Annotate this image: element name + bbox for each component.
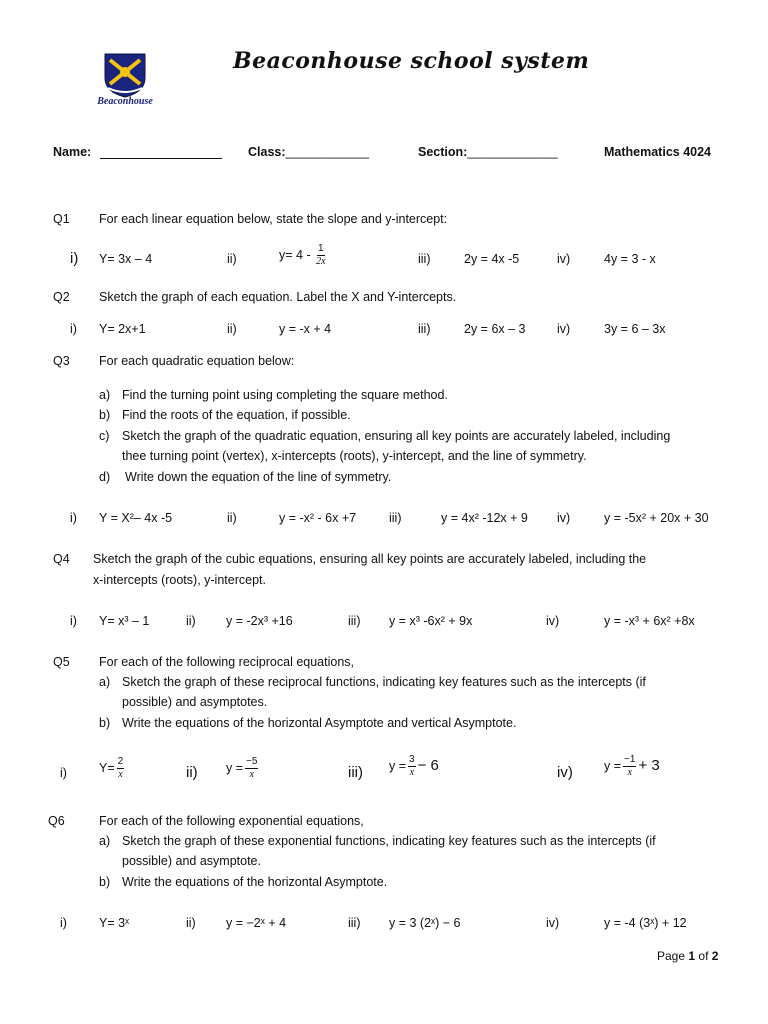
q5-item-label: i) bbox=[60, 766, 67, 780]
q5-item-label: ii) bbox=[186, 764, 198, 781]
q2-item-eq: 3y = 6 – 3x bbox=[604, 322, 666, 336]
q6-prompt: For each of the following exponential equations, bbox=[99, 814, 364, 828]
q5-item-eq: y = $\frac{-5}{x}$ bbox=[226, 756, 258, 780]
q6-part-text-cont: possible) and asymptote. bbox=[122, 854, 261, 868]
q2-item-label: i) bbox=[70, 322, 77, 336]
q6-part-text: Sketch the graph of these exponential functions, indicating key features such as the intercepts (if bbox=[122, 834, 656, 848]
q6-item-eq: y = −2ˣ + 4 bbox=[226, 916, 287, 930]
q3-part-text-cont: thee turning point (vertex), x-intercepts (roots), y-intercept, and the line of symmetry. bbox=[122, 449, 587, 463]
q2-item-eq: 2y = 6x – 3 bbox=[464, 322, 526, 336]
q5-prompt: For each of the following reciprocal equations, bbox=[99, 655, 355, 669]
q5-number: Q5 bbox=[53, 655, 70, 669]
q4-item-eq: y = -2x³ +16 bbox=[226, 614, 293, 628]
q5-item-eq: y = $\frac{3}{x}$ − 6 bbox=[389, 754, 439, 778]
q3-prompt: For each quadratic equation below: bbox=[99, 354, 295, 368]
class-label: Class:____________ bbox=[248, 145, 369, 159]
fraction: $\frac{3}{x}$ bbox=[409, 754, 415, 778]
q4-number: Q4 bbox=[53, 552, 70, 566]
q1-item-eq: y= 4 - $\frac{1}{2x}$ bbox=[279, 243, 326, 267]
fraction: $\frac{2}{x}$ bbox=[117, 756, 124, 780]
q6-item-label: ii) bbox=[186, 916, 196, 930]
q2-number: Q2 bbox=[53, 290, 70, 304]
q1-item-eq: 4y = 3 - x bbox=[604, 252, 656, 266]
q1-number: Q1 bbox=[53, 212, 70, 226]
fraction: $\frac{1}{2x}$ bbox=[316, 243, 326, 267]
q2-item-eq: Y= 2x+1 bbox=[99, 322, 146, 336]
q3-part-text: Write down the equation of the line of symmetry. bbox=[125, 470, 392, 484]
q6-item-eq: Y= 3ˣ bbox=[99, 916, 130, 930]
q3-part-text: Sketch the graph of the quadratic equation, ensuring all key points are accurately labeled, including bbox=[122, 429, 671, 443]
q1-prompt: For each linear equation below, state the slope and y-intercept: bbox=[99, 212, 448, 226]
logo-text: Beaconhouse bbox=[97, 96, 153, 107]
q1-item-label: ii) bbox=[227, 252, 237, 266]
section-label: Section:_____________ bbox=[418, 145, 558, 159]
q4-item-label: ii) bbox=[186, 614, 196, 628]
q3-part-label: b) bbox=[99, 408, 111, 422]
q3-item-eq: y = -5x² + 20x + 30 bbox=[604, 511, 709, 525]
q6-item-label: i) bbox=[60, 916, 67, 930]
q2-prompt: Sketch the graph of each equation. Label the X and Y-intercepts. bbox=[99, 290, 457, 304]
q6-item-eq: y = -4 (3ˣ) + 12 bbox=[604, 916, 687, 930]
q3-item-label: iv) bbox=[557, 511, 571, 525]
name-label: Name: bbox=[53, 145, 92, 159]
q2-item-label: ii) bbox=[227, 322, 237, 336]
q5-item-label: iii) bbox=[348, 764, 363, 781]
q5-item-eq: Y= $\frac{2}{x}$ bbox=[99, 756, 124, 780]
fraction: $\frac{-5}{x}$ bbox=[246, 756, 258, 780]
q3-item-label: iii) bbox=[389, 511, 402, 525]
q3-number: Q3 bbox=[53, 354, 70, 368]
q4-item-eq: y = x³ -6x² + 9x bbox=[389, 614, 473, 628]
q4-prompt: Sketch the graph of the cubic equations, ensuring all key points are accurately labeled, including the bbox=[93, 552, 647, 566]
q1-item-label: iv) bbox=[557, 252, 571, 266]
q6-part-text: Write the equations of the horizontal Asymptote. bbox=[122, 875, 388, 889]
q5-part-text: Write the equations of the horizontal Asymptote and vertical Asymptote. bbox=[122, 716, 517, 730]
q3-part-label: a) bbox=[99, 388, 111, 402]
q3-part-text: Find the roots of the equation, if possible. bbox=[122, 408, 351, 422]
q6-part-label: b) bbox=[99, 875, 111, 889]
fraction: $\frac{-1}{x}$ bbox=[624, 754, 636, 778]
q4-prompt-cont: x-intercepts (roots), y-intercept. bbox=[93, 573, 266, 587]
q5-part-text-cont: possible) and asymptotes. bbox=[122, 695, 268, 709]
q4-item-label: iv) bbox=[546, 614, 560, 628]
q5-item-eq: y = $\frac{-1}{x}$ + 3 bbox=[604, 754, 660, 778]
q4-item-eq: Y= x³ – 1 bbox=[99, 614, 150, 628]
name-blank[interactable] bbox=[100, 158, 222, 159]
q3-item-eq: Y = X²– 4x -5 bbox=[99, 511, 173, 525]
crest-icon bbox=[92, 52, 158, 98]
q1-item-label: iii) bbox=[418, 252, 431, 266]
q2-item-eq: y = -x + 4 bbox=[279, 322, 332, 336]
q6-item-label: iv) bbox=[546, 916, 560, 930]
page-number: Page 1 of 2 bbox=[657, 949, 719, 963]
school-title: Beaconhouse school system bbox=[233, 48, 590, 74]
q3-item-label: ii) bbox=[227, 511, 237, 525]
q3-part-label: d) bbox=[99, 470, 111, 484]
q5-part-text: Sketch the graph of these reciprocal functions, indicating key features such as the intercepts (if bbox=[122, 675, 646, 689]
q6-part-label: a) bbox=[99, 834, 111, 848]
q3-item-eq: y = 4x² -12x + 9 bbox=[441, 511, 528, 525]
q2-item-label: iii) bbox=[418, 322, 431, 336]
q3-part-label: c) bbox=[99, 429, 110, 443]
q3-item-label: i) bbox=[70, 511, 77, 525]
q1-item-eq: 2y = 4x -5 bbox=[464, 252, 520, 266]
q2-item-label: iv) bbox=[557, 322, 571, 336]
q3-part-text: Find the turning point using completing the square method. bbox=[122, 388, 448, 402]
q5-item-label: iv) bbox=[557, 764, 573, 781]
q6-number: Q6 bbox=[48, 814, 65, 828]
q4-item-label: i) bbox=[70, 614, 77, 628]
q1-item-label: i) bbox=[70, 250, 79, 267]
q5-part-label: a) bbox=[99, 675, 111, 689]
q6-item-label: iii) bbox=[348, 916, 361, 930]
q6-item-eq: y = 3 (2ˣ) − 6 bbox=[389, 916, 461, 930]
q4-item-label: iii) bbox=[348, 614, 361, 628]
q1-item-eq: Y= 3x – 4 bbox=[99, 252, 153, 266]
q4-item-eq: y = -x³ + 6x² +8x bbox=[604, 614, 695, 628]
q3-item-eq: y = -x² - 6x +7 bbox=[279, 511, 357, 525]
subject-label: Mathematics 4024 bbox=[604, 145, 712, 159]
q5-part-label: b) bbox=[99, 716, 111, 730]
